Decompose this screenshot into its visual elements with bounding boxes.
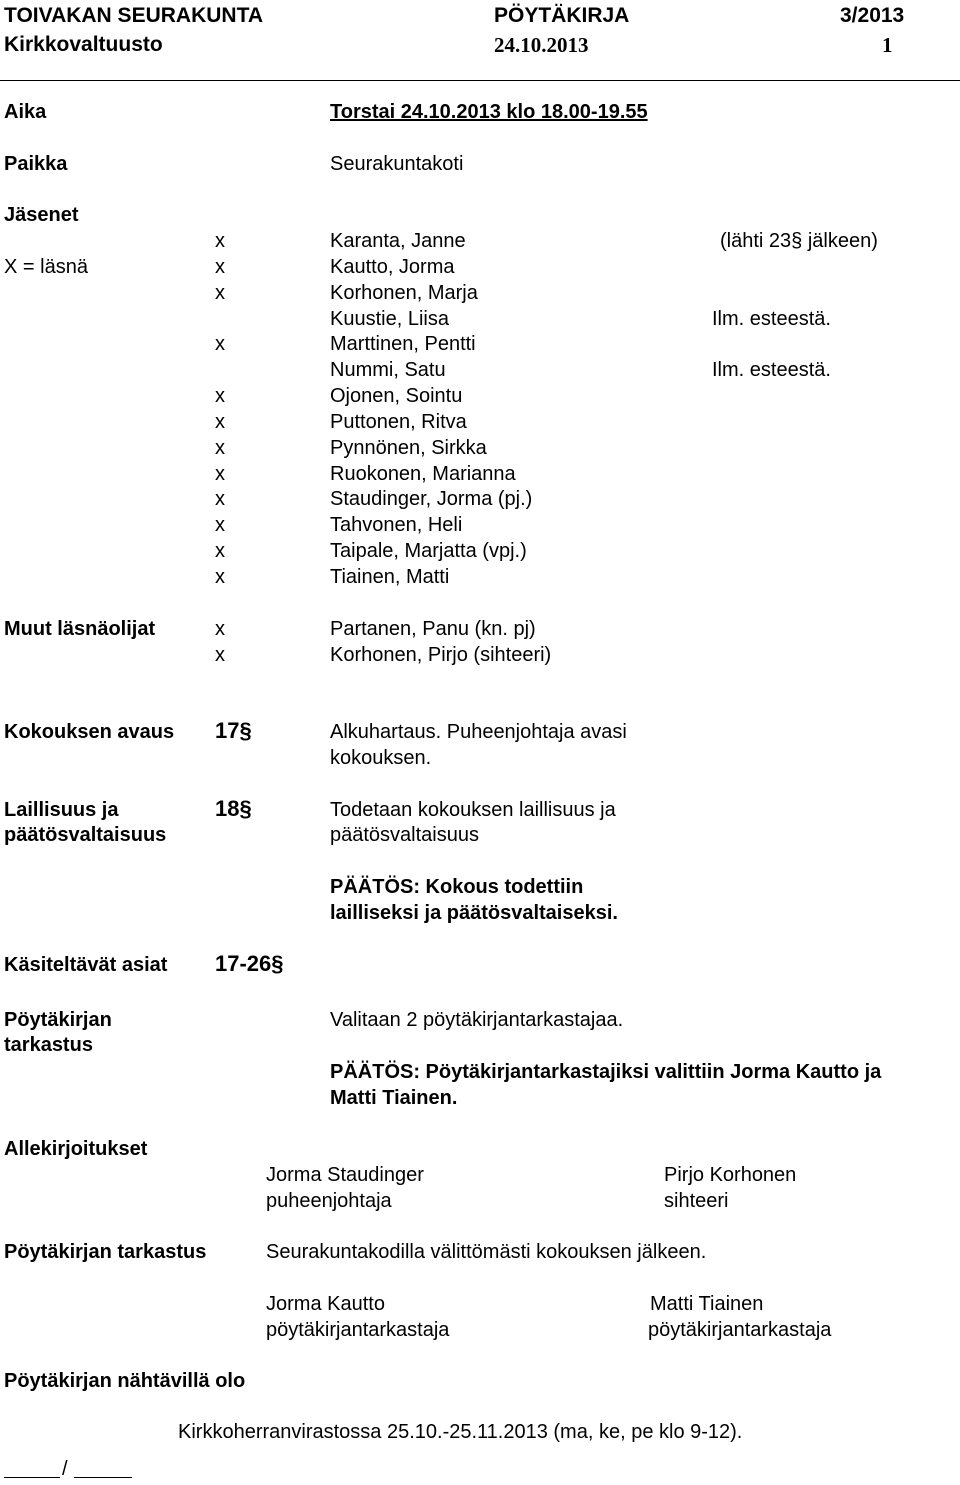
laillisuus-label: päätösvaltaisuus: [4, 824, 167, 846]
avaus-label: Kokouksen avaus: [4, 721, 175, 743]
date-blank-month: [74, 1477, 132, 1478]
tarkastus-label: Pöytäkirjan: [4, 1009, 112, 1031]
nahtavilla-text: Kirkkoherranvirastossa 25.10.-25.11.2013 (ma, ke, pe klo 9-12).: [178, 1421, 743, 1443]
member-mark: x: [215, 566, 225, 588]
member-mark: x: [215, 230, 225, 252]
date-separator: /: [62, 1458, 68, 1480]
allekirjoitukset-label: Allekirjoitukset: [4, 1138, 148, 1160]
member-name: Tiainen, Matti: [330, 566, 450, 588]
member-mark: x: [215, 437, 225, 459]
meeting-body: Kirkkovaltuusto: [4, 33, 163, 56]
tarkastus-label: tarkastus: [4, 1034, 93, 1056]
member-mark: x: [215, 463, 225, 485]
presence-legend: X = läsnä: [4, 256, 88, 278]
laillisuus-decision: lailliseksi ja päätösvaltaiseksi.: [330, 902, 618, 924]
avaus-text: kokouksen.: [330, 747, 432, 769]
member-mark: x: [215, 282, 225, 304]
doc-number: 3/2013: [840, 4, 905, 27]
tarkastus-text: Valitaan 2 pöytäkirjantarkastajaa.: [330, 1009, 624, 1031]
member-name: Pynnönen, Sirkka: [330, 437, 487, 459]
nahtavilla-label: Pöytäkirjan nähtävillä olo: [4, 1370, 246, 1392]
kasiteltavat-label: Käsiteltävät asiat: [4, 954, 168, 976]
member-name: Taipale, Marjatta (vpj.): [330, 540, 527, 562]
member-mark: x: [215, 514, 225, 536]
member-mark: x: [215, 488, 225, 510]
member-mark: x: [215, 333, 225, 355]
doc-type: PÖYTÄKIRJA: [494, 4, 630, 27]
jasenet-label: Jäsenet: [4, 204, 79, 226]
checker-name: Jorma Kautto: [266, 1293, 385, 1315]
member-name: Tahvonen, Heli: [330, 514, 463, 536]
signer-role: puheenjohtaja: [266, 1190, 392, 1212]
member-name: Staudinger, Jorma (pj.): [330, 488, 533, 510]
kasiteltavat-section: 17-26§: [215, 951, 284, 976]
member-mark: x: [215, 540, 225, 562]
poytakirjan-tarkastus-label: Pöytäkirjan tarkastus: [4, 1241, 207, 1263]
poytakirjan-tarkastus-text: Seurakuntakodilla välittömästi kokouksen jälkeen.: [266, 1241, 707, 1263]
laillisuus-decision: PÄÄTÖS: Kokous todettiin: [330, 876, 584, 898]
member-note: Ilm. esteestä.: [712, 308, 831, 330]
member-name: Marttinen, Pentti: [330, 333, 476, 355]
laillisuus-label: Laillisuus ja: [4, 799, 119, 821]
signer-role: sihteeri: [664, 1190, 729, 1212]
other-attendee-mark: x: [215, 644, 225, 666]
checker-role: pöytäkirjantarkastaja: [266, 1319, 450, 1341]
page-number: 1: [882, 33, 893, 57]
tarkastus-decision: PÄÄTÖS: Pöytäkirjantarkastajiksi valittiin Jorma Kautto ja: [330, 1061, 882, 1083]
checker-role: pöytäkirjantarkastaja: [648, 1319, 832, 1341]
member-name: Kautto, Jorma: [330, 256, 455, 278]
signer-name: Jorma Staudinger: [266, 1164, 424, 1186]
member-name: Ruokonen, Marianna: [330, 463, 516, 485]
meeting-date: 24.10.2013: [494, 33, 589, 57]
date-blank-day: [4, 1477, 60, 1478]
avaus-section: 17§: [215, 718, 252, 743]
member-mark: x: [215, 411, 225, 433]
laillisuus-text: päätösvaltaisuus: [330, 824, 479, 846]
other-attendee-mark: x: [215, 618, 225, 640]
paikka-value: Seurakuntakoti: [330, 153, 464, 175]
aika-label: Aika: [4, 101, 47, 123]
member-name: Puttonen, Ritva: [330, 411, 467, 433]
checker-name: Matti Tiainen: [650, 1293, 764, 1315]
member-note: Ilm. esteestä.: [712, 359, 831, 381]
org-name: TOIVAKAN SEURAKUNTA: [4, 4, 264, 27]
aika-value: Torstai 24.10.2013 klo 18.00-19.55: [330, 101, 648, 123]
signer-name: Pirjo Korhonen: [664, 1164, 797, 1186]
paikka-label: Paikka: [4, 153, 68, 175]
other-attendee-name: Partanen, Panu (kn. pj): [330, 618, 536, 640]
muut-label: Muut läsnäolijat: [4, 618, 156, 640]
laillisuus-text: Todetaan kokouksen laillisuus ja: [330, 799, 616, 821]
member-name: Karanta, Janne: [330, 230, 466, 252]
tarkastus-decision: Matti Tiainen.: [330, 1087, 458, 1109]
other-attendee-name: Korhonen, Pirjo (sihteeri): [330, 644, 552, 666]
laillisuus-section: 18§: [215, 796, 252, 821]
avaus-text: Alkuhartaus. Puheenjohtaja avasi: [330, 721, 627, 743]
member-name: Nummi, Satu: [330, 359, 446, 381]
member-name: Kuustie, Liisa: [330, 308, 449, 330]
header-rule: [0, 80, 960, 81]
member-mark: x: [215, 385, 225, 407]
member-mark: x: [215, 256, 225, 278]
member-name: Korhonen, Marja: [330, 282, 478, 304]
member-name: Ojonen, Sointu: [330, 385, 463, 407]
member-note: (lähti 23§ jälkeen): [720, 230, 878, 252]
